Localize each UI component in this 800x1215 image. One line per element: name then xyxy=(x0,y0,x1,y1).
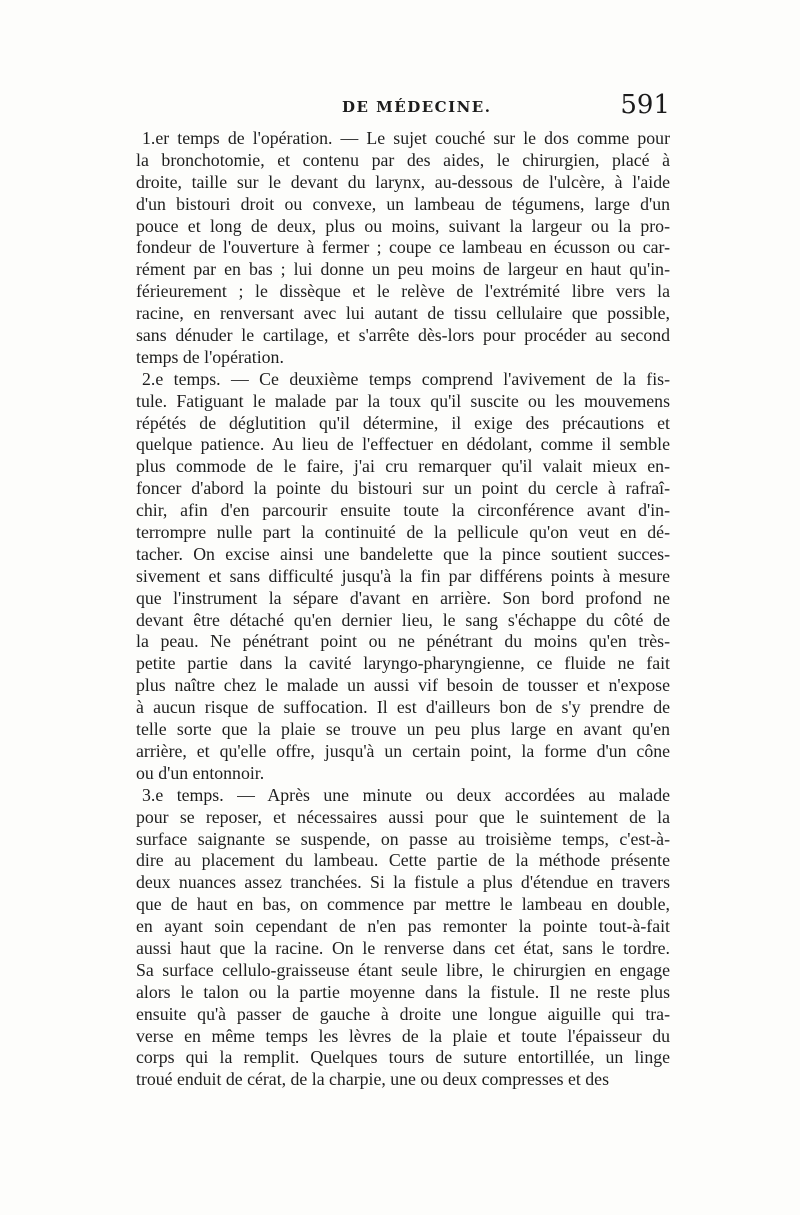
text-line: alors le talon ou la partie moyenne dans la fistule. Il ne reste plus xyxy=(136,981,670,1002)
text-line: foncer d'abord la pointe du bistouri sur un point du cercle à rafraî- xyxy=(136,478,670,499)
text-line: rément par en bas ; lui donne un peu moins de largeur en haut qu'in- xyxy=(136,259,670,280)
text-line: Sa surface cellulo-graisseuse étant seule libre, le chirurgien en engage xyxy=(136,959,670,980)
text-line: la peau. Ne pénétrant point ou ne pénétrant du moins qu'en très- xyxy=(136,631,670,652)
text-line: plus naître chez le malade un aussi vif besoin de tousser et n'expose xyxy=(136,675,670,696)
text-line: à aucun risque de suffocation. Il est d'ailleurs bon de s'y prendre de xyxy=(136,697,670,718)
text-line: petite partie dans la cavité laryngo-pharyngienne, ce fluide ne fait xyxy=(136,653,670,674)
text-line: verse en même temps les lèvres de la plaie et toute l'épaisseur du xyxy=(136,1025,670,1046)
text-line: répétés de déglutition qu'il détermine, il exige des précautions et xyxy=(136,412,670,433)
text-line: corps qui la remplit. Quelques tours de suture entortillée, un linge xyxy=(136,1047,670,1068)
text-line: 1.er temps de l'opération. — Le sujet couché sur le dos comme pour xyxy=(142,128,670,148)
page-header xyxy=(136,90,670,124)
text-line: troué enduit de cérat, de la charpie, une ou deux compresses et des xyxy=(136,1069,609,1090)
text-line: temps de l'opération. xyxy=(136,346,284,367)
text-line: quelque patience. Au lieu de l'effectuer en dédolant, comme il semble xyxy=(136,434,670,455)
text-line: en ayant soin cependant de n'en pas remonter la pointe tout-à-fait xyxy=(136,916,670,937)
body-text xyxy=(136,128,670,1091)
text-line: pouce et long de deux, plus ou moins, suivant la largeur ou la pro- xyxy=(136,215,670,236)
text-line: 2.e temps. — Ce deuxième temps comprend l'avivement de la fis- xyxy=(142,368,670,389)
running-head: DE MÉDECINE. xyxy=(342,98,492,116)
text-line: aussi haut que la racine. On le renverse dans cet état, sans le tordre. xyxy=(136,937,670,958)
text-line: 3.e temps. — Après une minute ou deux accordées au malade xyxy=(142,784,670,805)
text-line: d'un bistouri droit ou convexe, un lambeau de tégumens, large d'un xyxy=(136,193,670,214)
text-line: fondeur de l'ouverture à fermer ; coupe ce lambeau en écusson ou car- xyxy=(136,237,670,258)
text-line: ou d'un entonnoir. xyxy=(136,762,265,783)
text-line: que l'instrument la sépare d'avant en arrière. Son bord profond ne xyxy=(136,587,670,608)
paragraph xyxy=(136,128,670,369)
text-line: ensuite qu'à passer de gauche à droite une longue aiguille qui tra- xyxy=(136,1003,670,1024)
text-line: pour se reposer, et nécessaires aussi pour que le suintement de la xyxy=(136,806,670,827)
text-line: droite, taille sur le devant du larynx, au-dessous de l'ulcère, à l'aide xyxy=(136,171,670,192)
text-line: surface saignante se suspende, on passe au troisième temps, c'est-à- xyxy=(136,828,670,849)
text-line: tacher. On excise ainsi une bandelette que la pince soutient succes- xyxy=(136,543,670,564)
text-line: dire au placement du lambeau. Cette partie de la méthode présente xyxy=(136,850,670,871)
text-line: sans dénuder le cartilage, et s'arrête dès-lors pour procéder au second xyxy=(136,325,670,346)
text-line: arrière, et qu'elle offre, jusqu'à un certain point, la forme d'un cône xyxy=(136,740,670,761)
text-line: terrompre nulle part la continuité de la pellicule qu'on veut en dé- xyxy=(136,522,670,543)
page-number: 591 xyxy=(620,90,670,120)
text-line: devant être détaché qu'en dernier lieu, le sang s'échappe du côté de xyxy=(136,609,670,630)
text-line: sivement et sans difficulté jusqu'à la fin par différens points à mesure xyxy=(136,565,670,586)
paragraph xyxy=(136,785,670,1091)
text-line: telle sorte que la plaie se trouve un peu plus large en avant qu'en xyxy=(136,719,670,740)
text-line: racine, en renversant avec lui autant de tissu cellulaire que possible, xyxy=(136,303,670,324)
text-line: férieurement ; le dissèque et le relève de l'extrémité libre vers la xyxy=(136,281,670,302)
text-line: chir, afin d'en parcourir ensuite toute la circonférence avant d'in- xyxy=(136,500,670,521)
text-line: plus commode de le faire, j'ai cru remarquer qu'il valait mieux en- xyxy=(136,456,670,477)
text-line: tule. Fatiguant le malade par la toux qu'il suscite ou les mouvemens xyxy=(136,390,670,411)
paragraph xyxy=(136,369,670,785)
text-line: deux nuances assez tranchées. Si la fistule a plus d'étendue en travers xyxy=(136,872,670,893)
text-line: la bronchotomie, et contenu par des aides, le chirurgien, placé à xyxy=(136,149,670,170)
text-line: que de haut en bas, on commence par mettre le lambeau en double, xyxy=(136,894,670,915)
